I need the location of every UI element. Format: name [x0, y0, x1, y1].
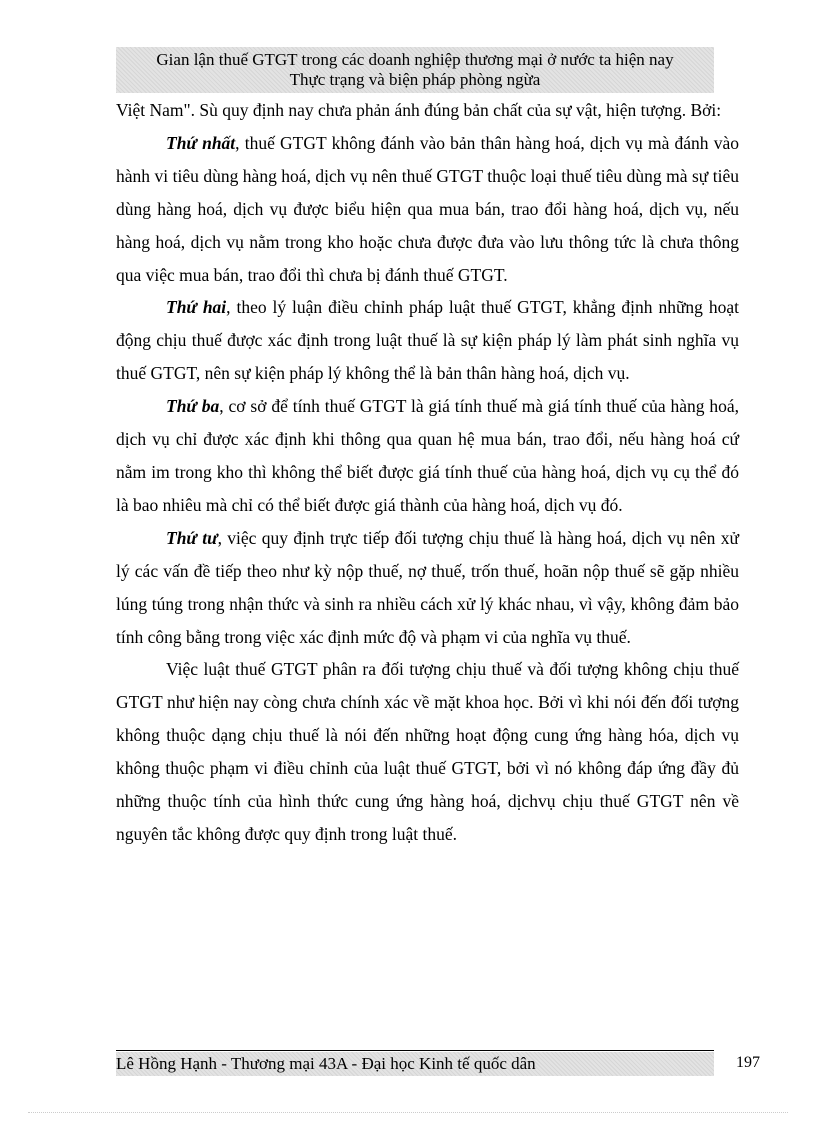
paragraph-lead-second: Thứ hai — [166, 297, 227, 318]
paragraph-conclusion: Việc luật thuế GTGT phân ra đối tượng chịu thuế và đối tượng không chịu thuế GTGT như hiện nay còng chưa chính xác về mặt khoa học. Bởi vì khi nói đến đối tượng không thuộc dạng chịu thuế là nói đến những hoạt động cung ứng hàng hóa, dịch vụ không thuộc phạm vi điều chỉnh của luật thuế GTGT, bởi vì nó không đáp ứng đầy đủ những thuộc tính của hình thức cung ứng hàng hoá, dịchvụ chịu thuế GTGT nên về nguyên tắc không được quy định trong luật thuế. — [116, 659, 739, 844]
paragraph-third-reason — [116, 390, 739, 522]
paragraph-continuation: Việt Nam". Sù quy định nay chưa phản ánh đúng bản chất của sự vật, hiện tượng. Bởi: — [116, 100, 722, 120]
page-bottom-divider — [28, 1112, 788, 1113]
paragraph-text-fourth: , việc quy định trực tiếp đối tượng chịu thuế là hàng hoá, dịch vụ nên xử lý các vấn đề tiếp theo như kỳ nộp thuế, nợ thuế, trốn thuế, hoãn nộp thuế sẽ gặp nhiều lúng túng trong nhận thức và sinh ra nhiều cách xử lý khác nhau, vì vậy, không đảm bảo tính công bằng trong việc xác định mức độ và phạm vi của nghĩa vụ thuế. — [116, 527, 739, 647]
footer-author: Lê Hồng Hạnh - Thương mại 43A - Đại học Kinh tế quốc dân — [116, 1054, 536, 1073]
paragraph-text-third: , cơ sở để tính thuế GTGT là giá tính thuế mà giá tính thuế của hàng hoá, dịch vụ chỉ được xác định khi thông qua quan hệ mua bán, trao đổi, nếu hàng hoá cứ nằm im trong kho thì không thể biết được giá tính thuế của hàng hoá, dịch vụ cụ thể đó là bao nhiêu mà chỉ có thể biết được giá thành của hàng hoá, dịch vụ đó. — [116, 396, 739, 515]
paragraph-text-first: , thuế GTGT không đánh vào bản thân hàng hoá, dịch vụ mà đánh vào hành vi tiêu dùng hàng hoá, dịch vụ nên thuế GTGT thuộc loại thuế tiêu dùng mà sự tiêu dùng hàng hoá, dịch vụ được biểu hiện qua mua bán, trao đổi hàng hoá, dịch vụ, nếu hàng hoá, dịch vụ nằm trong kho hoặc chưa được đưa vào lưu thông tức là chưa thông qua việc mua bán, trao đổi thì chưa bị đánh thuế GTGT. — [116, 132, 739, 285]
footer-rule — [116, 1050, 714, 1051]
running-header — [116, 47, 714, 93]
paragraph-fourth-reason — [116, 522, 739, 654]
running-footer — [116, 1052, 714, 1076]
document-body — [116, 94, 739, 851]
paragraph-text-second: , theo lý luận điều chỉnh pháp luật thuế GTGT, khẳng định những hoạt động chịu thuế được xác định trong luật thuế là sự kiện pháp lý làm phát sinh nghĩa vụ thuế GTGT, nên sự kiện pháp lý không thể là bản thân hàng hoá, dịch vụ. — [116, 297, 739, 384]
header-title-line-2: Thực trạng và biện pháp phòng ngừa — [289, 70, 541, 89]
paragraph-lead-first: Thứ nhất — [166, 132, 236, 153]
header-title-line-1: Gian lận thuế GTGT trong các doanh nghiệp thương mại ở nước ta hiện nay — [156, 50, 674, 69]
paragraph-first-reason — [116, 127, 739, 292]
paragraph-second-reason — [116, 291, 739, 390]
paragraph-lead-third: Thứ ba — [166, 396, 220, 417]
paragraph-lead-fourth: Thứ tư — [166, 527, 218, 548]
page-number: 197 — [736, 1054, 760, 1071]
